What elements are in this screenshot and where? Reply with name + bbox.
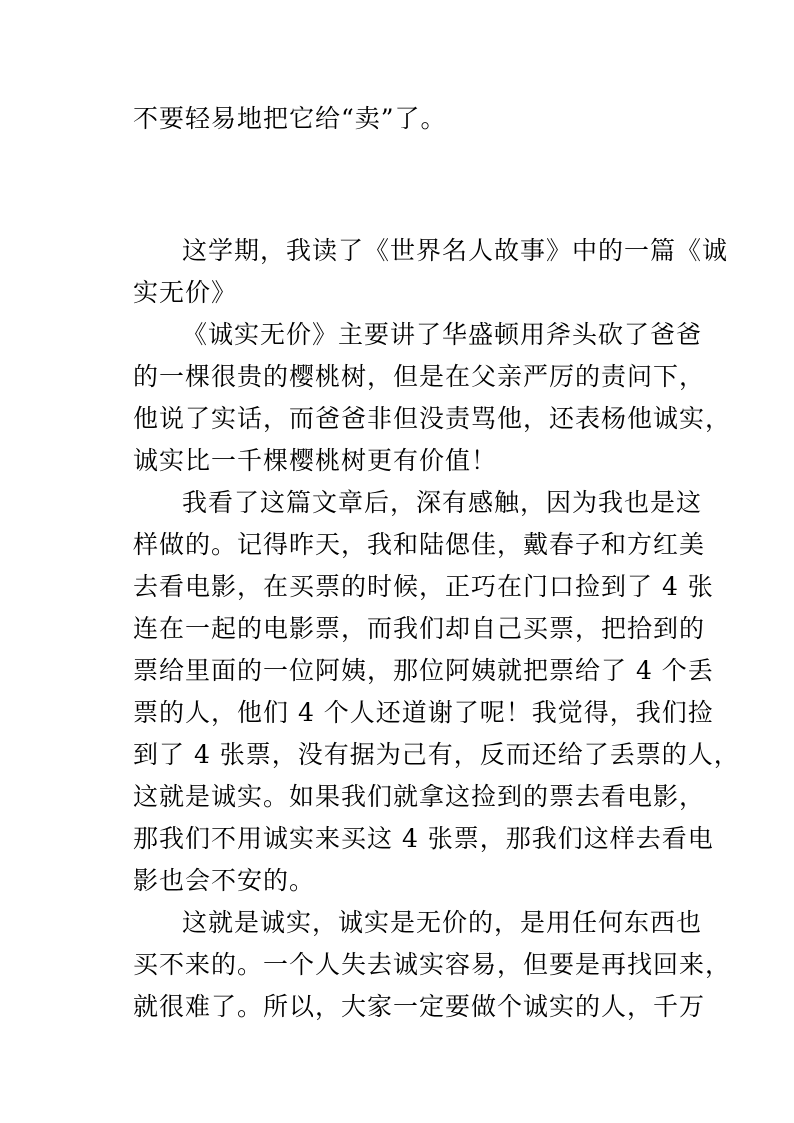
- text-line: 的一棵很贵的樱桃树，但是在父亲严厉的责问下，: [133, 362, 706, 391]
- paragraph-start-line: 《诚实无价》主要讲了华盛顿用斧头砍了爸爸: [182, 320, 703, 349]
- text-line: 实无价》: [133, 278, 238, 307]
- text-line: 他说了实话，而爸爸非但没责骂他，还表杨他诚实，: [133, 404, 732, 433]
- text-line: 那我们不用诚实来买这 4 张票，那我们这样去看电: [133, 824, 714, 853]
- paragraph-start-line: 这就是诚实，诚实是无价的，是用任何东西也: [182, 908, 703, 937]
- text-line: 票给里面的一位阿姨，那位阿姨就把票给了 4 个丢: [133, 656, 714, 685]
- text-line: 去看电影，在买票的时候，正巧在门口捡到了 4 张: [133, 572, 714, 601]
- text-line: 到了 4 张票，没有据为己有，反而还给了丢票的人，: [133, 740, 740, 769]
- text-line: 不要轻易地把它给“卖”了。: [133, 104, 447, 133]
- text-line: 买不来的。一个人失去诚实容易，但要是再找回来，: [133, 950, 732, 979]
- text-line: 诚实比一千棵樱桃树更有价值！: [133, 446, 498, 475]
- paragraph-start-line: 我看了这篇文章后，深有感触，因为我也是这: [182, 488, 703, 517]
- paragraph-start-line: 这学期，我读了《世界名人故事》中的一篇《诚: [182, 236, 729, 265]
- text-line: 连在一起的电影票，而我们却自己买票，把拾到的: [133, 614, 706, 643]
- text-line: 这就是诚实。如果我们就拿这捡到的票去看电影，: [133, 782, 706, 811]
- text-line: 影也会不安的。: [133, 866, 316, 895]
- text-line: 票的人，他们 4 个人还道谢了呢！我觉得，我们捡: [133, 698, 714, 727]
- text-line: 样做的。记得昨天，我和陆偲佳，戴春子和方红美: [133, 530, 706, 559]
- text-line: 就很难了。所以，大家一定要做个诚实的人，千万: [133, 992, 706, 1021]
